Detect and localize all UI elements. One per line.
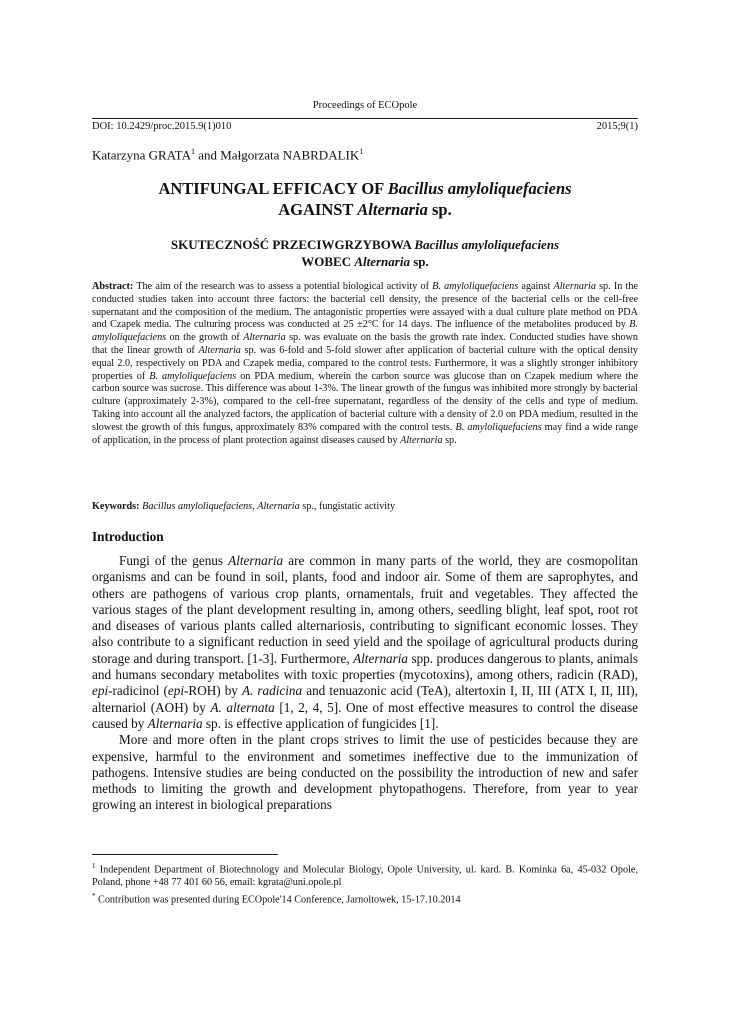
paper-title: ANTIFUNGAL EFFICACY OF Bacillus amyloliquefaciens AGAINST Alternaria sp. bbox=[158, 179, 572, 219]
doi-row bbox=[92, 118, 638, 132]
paragraph: More and more often in the plant crops strives to limit the use of pesticides because they are expensive, harmful to the environment and sometimes ineffective due to the immunization of pathogens. Intensive studies are being conducted on the possibility the introduction of new and safer methods to limiting the growth and development phytopathogens. Therefore, from year to year growing an interest in biological preparations bbox=[92, 732, 638, 813]
footnote-divider bbox=[92, 854, 278, 855]
author-2: Małgorzata NABRDALIK bbox=[220, 147, 360, 163]
section-heading-introduction: Introduction bbox=[92, 529, 164, 544]
keywords: Keywords: Bacillus amyloliquefaciens, Alternaria sp., fungistatic activity bbox=[92, 501, 396, 512]
authors bbox=[92, 147, 363, 163]
author-1: Katarzyna GRATA bbox=[92, 147, 191, 163]
abstract: Abstract: The aim of the research was to assess a potential biological activity of B. amyloliquefaciens against Alternaria sp. In the conducted studies taken into account three factors: the bacterial cell density, the presence of the bacterial cells or the cell-free supernatant and the composition of the medium. The antagonistic properties were assayed with a dual culture plate method on PDA and Czapek media. The culturing process was conducted at 25 ±2°C for 14 days. The influence of the metabolites produced by B. amyloliquefaciens on the growth of Alternaria sp. was evaluate on the basis the growth rate index. Conducted studies have shown that the linear growth of Alternaria sp. was 6-fold and 5-fold slower after application of bacterial culture with the optical density equal 2.0, respectively on PDA and Czapek media, compared to the control tests. Furthermore, it was a slightly stronger inhibitory properties of B. amyloliquefaciens on PDA medium, wherein the carbon source was glucose than on Czapek medium where the carbon source was sucrose. This difference was about 1-3%. The linear growth of the fungus was inhibited more strongly by bacterial culture (approximately 2-3%), compared to the cell-free supernatant, regardless of the density of the cells and type of medium. Taking into account all the analyzed factors, the application of bacterial culture with a density of 2.0 on PDA medium, resulted in the slowest the growth of this fungus, approximately 83% compared with the control tests. B. amyloliquefaciens may find a wide range of application, in the process of plant protection against diseases caused by Alternaria sp. bbox=[92, 281, 638, 446]
issue: 2015;9(1) bbox=[596, 121, 638, 132]
paragraph: Fungi of the genus Alternaria are common in many parts of the world, they are cosmopolitan organisms and can be found in soil, plants, food and indoor air. Some of them are saprophytes, and others are pathogens of various crop plants, ornamentals, fruit and vegetables. They affected the various stages of the plant development resulting in, among others, seedling blight, leaf spot, root rot and diseases of various plants called alternariosis, contributing to significant economic losses. They also contribute to a significant reduction in seed yield and the spoilage of agricultural products during storage and during transport. [1-3]. Furthermore, Alternaria spp. produces dangerous to plants, animals and humans secondary metabolites with toxic properties (mycotoxins), among others, radicin (RAD), epi-radicinol (epi-ROH) by A. radicina and tenuazonic acid (TeA), altertoxin I, II, III (ATX I, II, III), alternariol (AOH) by A. alternata [1, 2, 4, 5]. One of most effective measures to control the disease caused by Alternaria sp. is effective application of fungicides [1]. bbox=[92, 553, 638, 731]
paper-title-polish: SKUTECZNOŚĆ PRZECIWGRZYBOWA Bacillus amyloliquefaciens WOBEC Alternaria sp. bbox=[170, 237, 560, 269]
abstract-label: Abstract: bbox=[92, 281, 134, 292]
journal-name: Proceedings of ECOpole bbox=[312, 100, 418, 111]
footnote: * Contribution was presented during ECOpole'14 Conference, Jarnoltowek, 15-17.10.2014 bbox=[92, 891, 461, 906]
author-conj: and bbox=[194, 147, 221, 163]
footnote: $^1$ Independent Department of Biotechnology and Molecular Biology, Opole University, ul. kard. B. Kominka 6a, 45-032 Opole, Poland, phone +48 77 401 60 56, email: kgrata@uni.opole.pl bbox=[92, 862, 638, 889]
author-2-affiliation: 1 bbox=[359, 147, 364, 156]
doi: DOI: 10.2429/proc.2015.9(1)010 bbox=[92, 121, 232, 132]
footnotes bbox=[92, 860, 638, 907]
introduction-body bbox=[92, 553, 638, 814]
keywords-label: Keywords: bbox=[92, 501, 140, 512]
author-1-affiliation: 1 bbox=[190, 147, 195, 156]
